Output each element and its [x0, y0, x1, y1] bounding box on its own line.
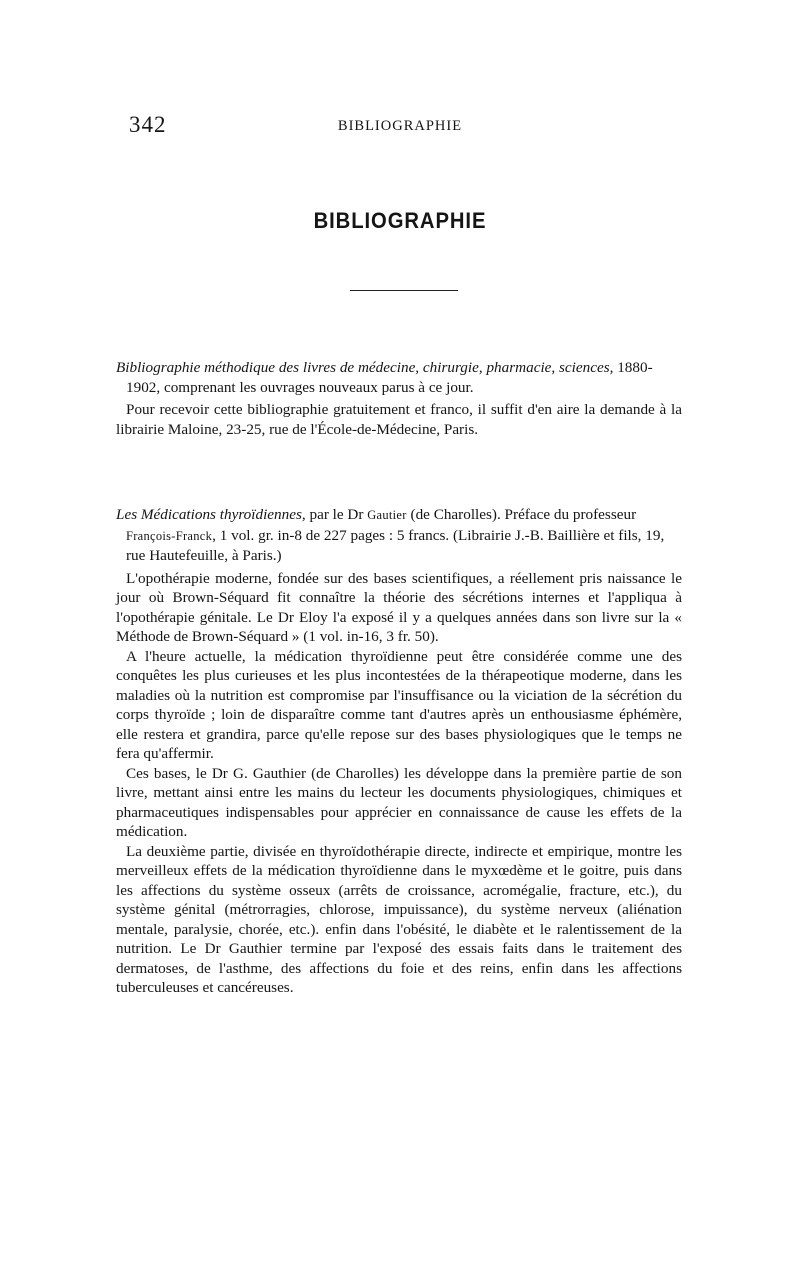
citation-details: , 1 vol. gr. in-8 de 227 pages : 5 francs. (Librairie J.-B. Baillière et fils, 19, rue Hautefeuille, à Paris.) [126, 526, 665, 564]
entry-paragraph: Ces bases, le Dr G. Gauthier (de Charolles) les développe dans la première partie de son livre, mettant ainsi entre les mains du lecteur les documents physiologiques, chimiques et pharmaceutiques indispensables pour apprécier en connaissance de cause les effets de la médication. [116, 764, 682, 840]
book-title: Les Médications thyroïdiennes, [116, 506, 306, 523]
section-title: BIBLIOGRAPHIE [313, 208, 487, 233]
entry-paragraph: L'opothérapie moderne, fondée sur des bases scientifiques, a réellement pris naissance le jour où Brown-Séquard fit connaître la théorie des sécrétions internes et l'appliqua à l'opothérapie génitale. Le Dr Eloy l'a exposé il y a quelques années dans son livre sur la « Méthode de Brown-Séquard » (1 vol. in-16, 3 fr. 50). [116, 569, 682, 645]
book-title: Bibliographie méthodique des livres de médecine, chirurgie, pharmacie, sciences, [116, 359, 614, 376]
page-number: 342 [129, 112, 167, 137]
bibliography-entry-1 [116, 358, 682, 439]
title-rule [350, 290, 458, 291]
running-head [0, 112, 800, 142]
entry-paragraph: A l'heure actuelle, la médication thyroïdienne peut être considérée comme une des conquêtes les plus curieuses et les plus incontestées de la thérapeotique moderne, dans les maladies où la nutrition est compromise par l'insuffisance ou la viciation de la sécrétion du corps thyroïde ; loin de disparaître comme tant d'autres après un enthousiasme éphémère, elle restera et grandira, parce qu'elle repose sur des bases physiologiques que le temps ne fera qu'affermir. [116, 647, 682, 762]
entry-citation [116, 358, 682, 397]
running-title: BIBLIOGRAPHIE [337, 118, 463, 134]
bibliography-entry-2 [116, 505, 682, 998]
entry-citation: Les Médications thyroïdiennes, par le Dr Gautier (de Charolles). Préface du professeur François-Franck, 1 vol. gr. in-8 de 227 pages : 5 francs. (Librairie J.-B. Baillière et fils, 19, rue Hautefeuille, à Paris.) [116, 506, 665, 564]
author-name: Gautier [367, 508, 407, 522]
entry-paragraph: Pour recevoir cette bibliographie gratuitement et franco, il suffit d'en aire la demande à la librairie Maloine, 23-25, rue de l'École-de-Médecine, Paris. [116, 401, 682, 438]
entry-paragraph: La deuxième partie, divisée en thyroïdothérapie directe, indirecte et empirique, montre les merveilleux effets de la médication thyroïdienne dans le myxœdème et le goitre, puis dans les affections du système osseux (arrêts de croissance, acromégalie, fracture, etc.), du système génital (métrorragies, chlorose, impuissance), du système nerveux (aliénation mentale, paralysie, chorée, etc.). enfin dans l'obésité, le diabète et le ralentissement de la nutrition. Le Dr Gauthier termine par l'exposé des essais faits dans le traitement des dermatoses, de l'asthme, des affections du foie et des reins, enfin dans les affections tuberculeuses et cancéreuses. [116, 842, 682, 996]
preface-author-name: François-Franck [126, 528, 213, 543]
citation-details: 1880-1902, comprenant les ouvrages nouveaux parus à ce jour. [126, 359, 653, 396]
